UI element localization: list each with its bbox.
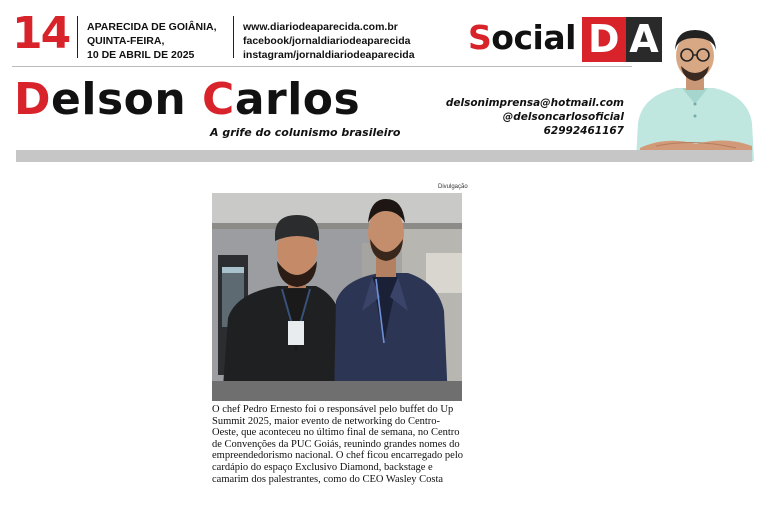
instagram-link[interactable]: instagram/jornaldiariodeaparecida	[243, 49, 415, 61]
facebook-link[interactable]: facebook/jornaldiariodeaparecida	[243, 35, 411, 47]
website-link[interactable]: www.diariodeaparecida.com.br	[243, 21, 398, 33]
columnist-initial-first: D	[14, 74, 52, 125]
columnist-name	[14, 72, 360, 128]
article-photo	[212, 193, 462, 401]
columnist-last-rest: arlos	[234, 74, 361, 125]
contact-block	[440, 96, 624, 138]
columnist-portrait	[636, 18, 754, 161]
contact-phone: 62992461167	[543, 125, 624, 137]
columnist-first-rest: elson	[51, 74, 203, 125]
dateline	[87, 20, 217, 62]
section-title	[468, 18, 576, 58]
da-logo-a: A	[626, 17, 662, 62]
dateline-city: APARECIDA DE GOIÂNIA,	[87, 21, 217, 33]
contact-email[interactable]: delsonimprensa@hotmail.com	[445, 97, 624, 109]
section-title-cap: S	[468, 18, 492, 57]
column-tagline: A grife do colunismo brasileiro	[210, 126, 401, 139]
header-divider	[233, 16, 234, 58]
article-caption: O chef Pedro Ernesto foi o responsável pelo buffet do Up Summit 2025, maior evento de networking do Centro-Oeste, que aconteceu no último final de semana, no Centro de Convenções da PUC Goiás, reunindo grandes nomes do empreendedorismo nacional. O chef ficou encarregado pelo cardápio do espaço Exclusivo Diamond, backstage e camarim dos palestrantes, como do CEO Wasley Costa	[212, 404, 464, 485]
dateline-date: 10 DE ABRIL DE 2025	[87, 49, 195, 61]
dateline-weekday: QUINTA-FEIRA,	[87, 35, 165, 47]
header-divider	[77, 16, 78, 58]
newspaper-links	[243, 20, 415, 62]
header-grey-bar	[16, 150, 752, 162]
section-title-rest: ocial	[491, 18, 576, 57]
columnist-initial-last: C	[202, 74, 235, 125]
page-number: 14	[12, 8, 70, 59]
header-rule	[12, 66, 632, 67]
da-logo-d: D	[588, 17, 620, 61]
contact-instagram[interactable]: @delsoncarlosoficial	[502, 111, 624, 123]
photo-credit: Divulgação	[438, 184, 468, 190]
